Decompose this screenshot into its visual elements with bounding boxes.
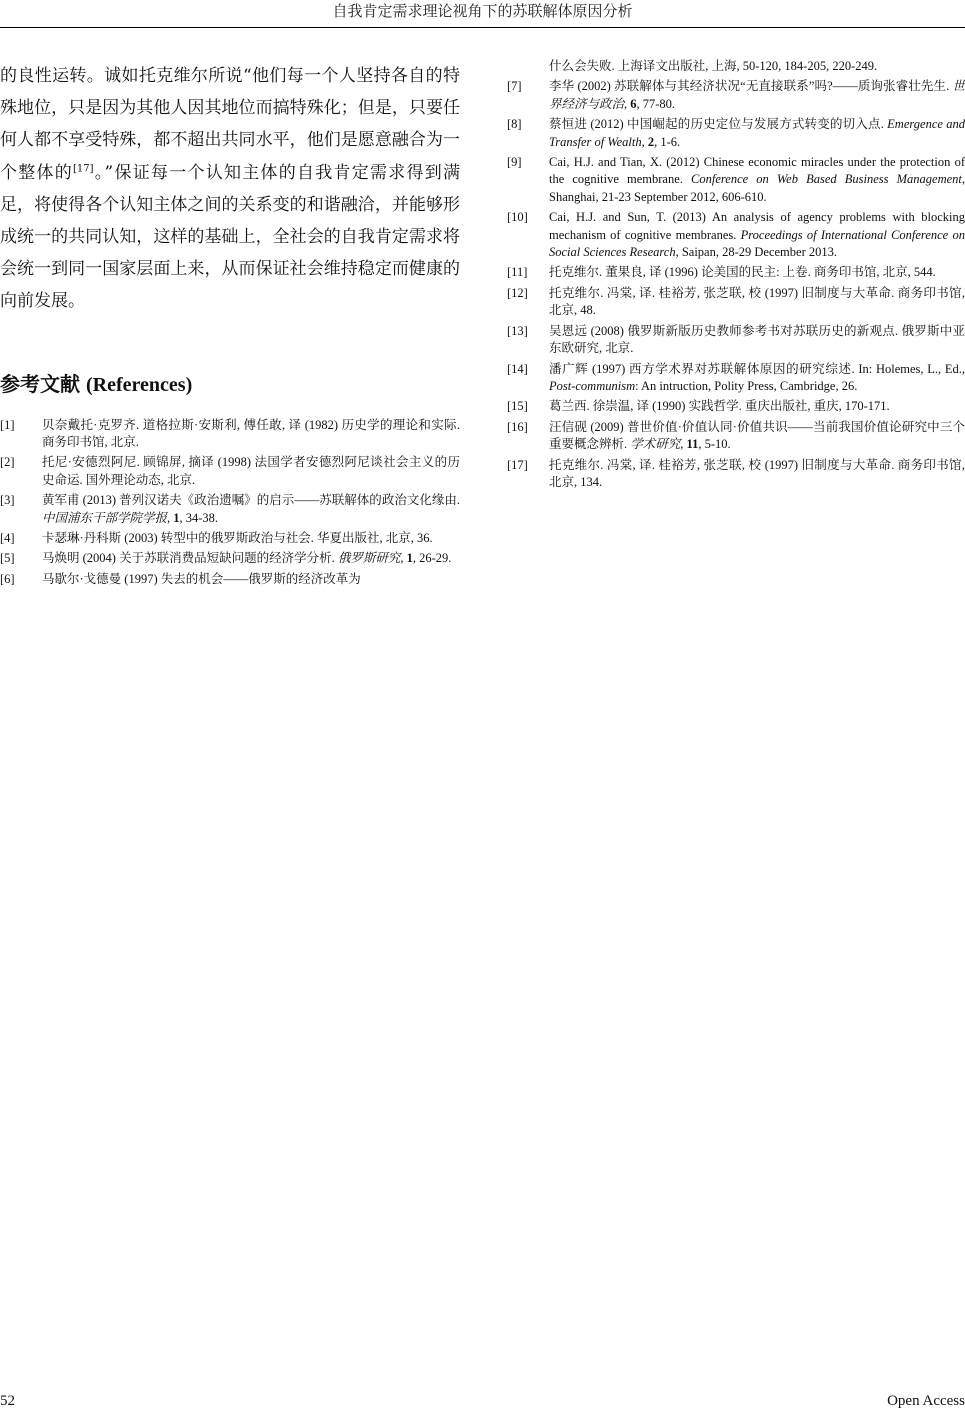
reference-text: 李华 (2002) 苏联解体与其经济状况“无直接联系”吗?——质询张睿壮先生. — [549, 79, 953, 94]
reference-source: Emergence and Transfer of Wealth — [549, 117, 965, 149]
running-title: 自我肯定需求理论视角下的苏联解体原因分析 — [332, 2, 633, 20]
reference-number: [11] — [507, 265, 528, 280]
reference-text: Cai, H.J. and Tian, X. (2012) Chinese economic miracles under the protection of the cognitive membrane. — [549, 155, 965, 187]
reference-separator: : — [635, 378, 642, 393]
reference-item — [507, 323, 965, 358]
reference-text: 潘广辉 (1997) 西方学术界对苏联解体原因的研究综述. In: Holemes, L., Ed., — [549, 361, 965, 376]
reference-text: 葛兰西. 徐崇温, 译 (1990) 实践哲学. 重庆出版社, 重庆, 170-171. — [549, 399, 890, 414]
reference-separator: , — [400, 551, 407, 566]
reference-volume: 1 — [173, 510, 180, 525]
reference-number: [4] — [0, 531, 15, 546]
reference-text: 汪信砚 (2009) 普世价值·价值认同·价值共识——当前我国价值论研究中三个重要概念辨析. — [549, 419, 965, 452]
reference-item — [507, 419, 965, 454]
body-text-after: 。”保证每一个认知主体的自我肯定需求得到满足，将使得各个认知主体之间的关系变的和谐融洽，并能够形成统一的共同认知，这样的基础上，全社会的自我肯定需求将会统一到同一国家层面上来，从而保证社会维持稳定而健康的向前发展。 — [0, 162, 461, 312]
reference-number: [2] — [0, 455, 15, 470]
reference-item — [0, 417, 460, 452]
reference-item — [507, 457, 965, 492]
reference-pages: , 5-10. — [698, 437, 731, 452]
reference-text: 托尼·安德烈阿尼. 顾锦屏, 摘译 (1998) 法国学者安德烈阿尼谈社会主义的历史命运. 国外理论动态, 北京. — [42, 455, 460, 487]
reference-number: [9] — [507, 155, 522, 170]
publisher-label: Open Access — [887, 1393, 965, 1409]
reference-source: 学术研究 — [630, 437, 681, 452]
reference-item — [507, 264, 965, 281]
reference-number: [15] — [507, 399, 528, 414]
references-heading — [0, 370, 460, 399]
reference-number: [12] — [507, 285, 528, 300]
reference-item — [507, 285, 965, 320]
reference-number: [7] — [507, 79, 522, 94]
reference-text: 托克维尔. 董果良, 译 (1996) 论美国的民主: 上卷. 商务印书馆, 北京, 544. — [549, 265, 936, 280]
reference-separator: , — [680, 437, 687, 452]
reference-number: [10] — [507, 210, 528, 225]
reference-pages: , 1-6. — [654, 134, 681, 149]
reference-text: 贝奈戴托·克罗齐. 道格拉斯·安斯利, 傅任敢, 译 (1982) 历史学的理论和实际. 商务印书馆, 北京. — [42, 417, 460, 450]
reference-source: Proceedings of International Conference on Social Sciences Research — [549, 227, 965, 260]
reference-text: 吴恩远 (2008) 俄罗斯新版历史教师参考书对苏联历史的新观点. 俄罗斯中亚东欧研究, 北京. — [549, 323, 965, 356]
references-heading-en: (References) — [86, 373, 193, 396]
body-paragraph — [0, 60, 460, 318]
reference-continuation: 什么会失败. 上海译文出版社, 上海, 50-120, 184-205, 220-249. — [549, 59, 878, 73]
page-number: 52 — [0, 1393, 15, 1409]
citation-link[interactable]: [17] — [73, 162, 94, 174]
reference-separator: , — [641, 134, 648, 149]
left-column — [0, 60, 460, 591]
reference-text: Cai, H.J. and Sun, T. (2013) An analysis of agency problems with blocking mechanism of cognitive membranes. — [549, 210, 965, 242]
reference-text: 蔡恒进 (2012) 中国崛起的历史定位与发展方式转变的切入点. — [549, 117, 888, 132]
reference-number: [6] — [0, 571, 15, 586]
reference-text: 卡瑟琳·丹科斯 (2003) 转型中的俄罗斯政治与社会. 华夏出版社, 北京, 36. — [42, 531, 433, 546]
reference-item — [507, 154, 965, 206]
reference-item — [0, 571, 460, 588]
reference-pages: , 34-38. — [179, 510, 219, 525]
reference-item — [0, 550, 460, 567]
reference-source: Post-communism — [549, 378, 636, 393]
reference-source: 世界经济与政治 — [549, 79, 965, 111]
reference-number: [16] — [507, 419, 528, 434]
reference-item — [507, 361, 965, 396]
reference-text: 托克维尔. 冯棠, 译. 桂裕芳, 张芝联, 校 (1997) 旧制度与大革命. 商务印书馆, 北京, 48. — [549, 285, 965, 318]
reference-pages: , 26-29. — [412, 551, 452, 566]
reference-source: Conference on Web Based Business Management — [691, 172, 962, 187]
reference-list-right — [507, 78, 965, 491]
reference-separator: , — [167, 510, 174, 525]
reference-pages: , Shanghai, 21-23 September 2012, 606-610. — [549, 172, 965, 204]
reference-item — [0, 454, 460, 489]
reference-item — [507, 78, 965, 113]
header-rule — [0, 27, 965, 28]
reference-number: [17] — [507, 457, 528, 472]
reference-number: [13] — [507, 323, 528, 338]
reference-volume: 2 — [647, 134, 655, 149]
reference-pages: , 77-80. — [636, 96, 676, 111]
reference-number: [1] — [0, 417, 15, 432]
reference-text: 马焕明 (2004) 关于苏联消费品短缺问题的经济学分析. — [42, 551, 338, 566]
reference-source: 中国浦东干部学院学报 — [42, 510, 168, 525]
reference-volume: 1 — [406, 551, 413, 566]
reference-number: [5] — [0, 551, 15, 566]
references-heading-cn: 参考文献 — [0, 371, 80, 396]
reference-separator: , — [624, 96, 631, 111]
reference-number: [3] — [0, 493, 15, 508]
reference-item — [507, 116, 965, 151]
reference-list-left — [0, 417, 460, 589]
reference-volume: 11 — [686, 437, 699, 452]
reference-text: 马歇尔·戈德曼 (1997) 失去的机会——俄罗斯的经济改革为 — [42, 571, 361, 586]
reference-text: 黄军甫 (2013) 普列汉诺夫《政治遗嘱》的启示——苏联解体的政治文化缘由. — [42, 493, 460, 508]
reference-item — [0, 492, 460, 527]
reference-source: 俄罗斯研究 — [337, 551, 401, 566]
reference-number: [8] — [507, 117, 522, 132]
reference-number: [14] — [507, 361, 528, 376]
reference-volume: 6 — [630, 96, 637, 111]
reference-pages: , Saipan, 28-29 December 2013. — [675, 245, 837, 260]
reference-pages: An intruction, Polity Press, Cambridge, 26. — [641, 378, 858, 393]
reference-item — [507, 398, 965, 415]
reference-text: 托克维尔. 冯棠, 译. 桂裕芳, 张芝联, 校 (1997) 旧制度与大革命. 商务印书馆, 北京, 134. — [549, 457, 965, 489]
reference-item — [507, 209, 965, 261]
right-column — [507, 58, 965, 494]
reference-item — [0, 530, 460, 547]
body-text-before: 的良性运转。诚如托克维尔所说“他们每一个人坚持各自的特殊地位，只是因为其他人因其地位而搞特殊化；但是，只要任何人都不享受特殊，都不超出共同水平，他们是愿意融合为一个整体的 — [0, 66, 460, 183]
